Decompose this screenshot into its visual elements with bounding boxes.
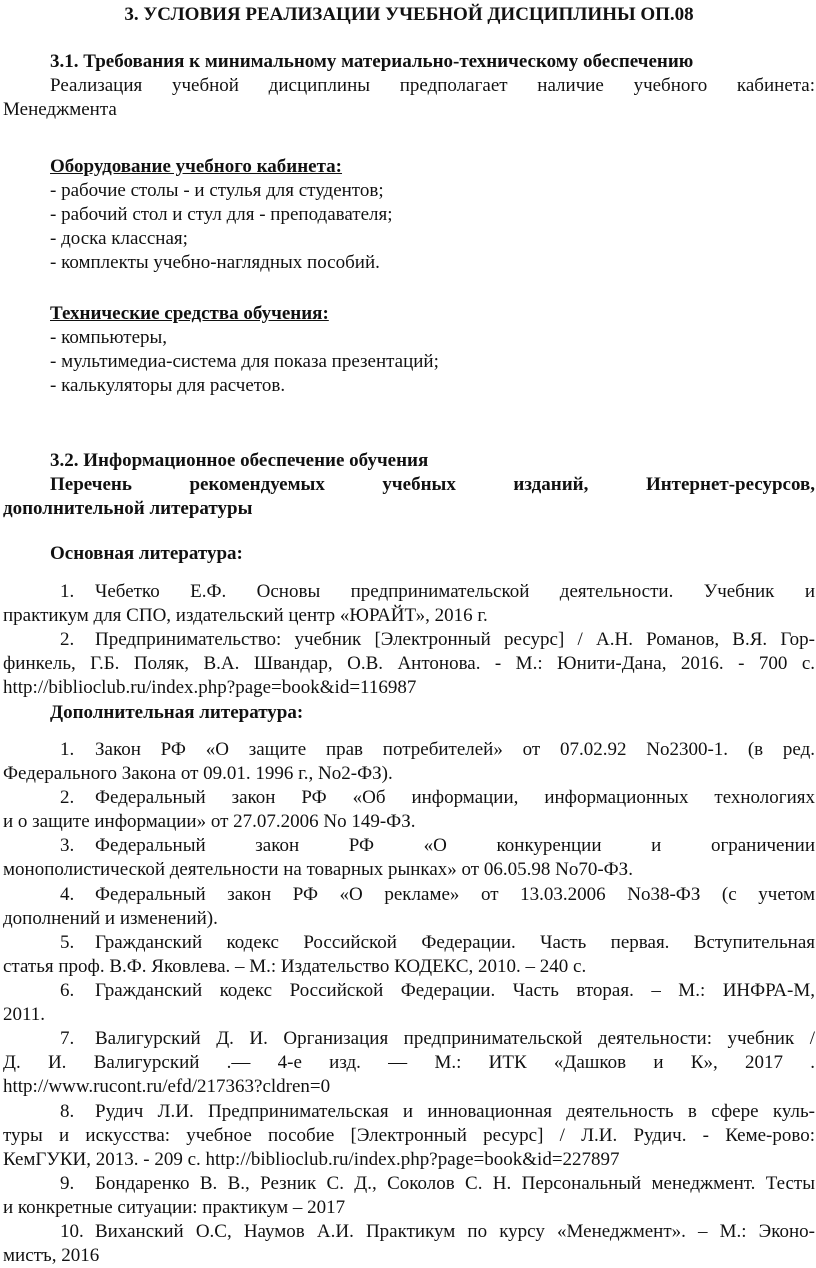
list-item xyxy=(3,931,815,979)
item-text-continued: туры и искусства: учебное пособие [Электронный ресурс] / Л.И. Рудич. - Кеме-рово: xyxy=(3,1125,815,1146)
item-text-continued: Д. И. Валигурский .— 4-е изд. — М.: ИТК «Дашков и К», 2017 . xyxy=(3,1052,815,1073)
section-1-heading: 3.1. Требования к минимальному материально-техническому обеспечению xyxy=(50,51,694,72)
list-item xyxy=(3,979,815,1027)
list-item xyxy=(3,1172,815,1220)
tech-item: - мультимедиа-система для показа презентаций; xyxy=(50,351,439,372)
item-text: Бондаренко В. В., Резник С. Д., Соколов С. Н. Персональный менеджмент. Тесты xyxy=(95,1173,815,1194)
tech-item: - калькуляторы для расчетов. xyxy=(50,375,286,396)
item-number: 6. xyxy=(60,980,75,1001)
item-text-continued: финкель, Г.Б. Поляк, В.А. Швандар, О.В. Антонова. - М.: Юнити-Дана, 2016. - 700 с. xyxy=(3,653,815,674)
list-item xyxy=(3,834,815,882)
list-item xyxy=(3,883,815,931)
item-text-continued: http://biblioclub.ru/index.php?page=book&id=116987 xyxy=(3,677,417,698)
item-text: Чебетко Е.Ф. Основы предпринимательской деятельности. Учебник и xyxy=(95,581,815,602)
section-2-subheading-line2: дополнительной литературы xyxy=(3,498,253,519)
item-text-continued: и о защите информации» от 27.07.2006 No 149-ФЗ. xyxy=(3,811,416,832)
list-item xyxy=(3,1220,815,1268)
list-item xyxy=(3,580,815,628)
item-text: Закон РФ «О защите прав потребителей» от 07.02.92 No2300-1. (в ред. xyxy=(95,739,815,760)
item-number: 4. xyxy=(60,884,75,905)
item-text-continued: практикум для СПО, издательский центр «ЮРАЙТ», 2016 г. xyxy=(3,605,488,626)
item-number: 9. xyxy=(60,1173,75,1194)
item-text: Федеральный закон РФ «Об информации, информационных технологиях xyxy=(95,787,815,808)
equipment-item: - комплекты учебно-наглядных пособий. xyxy=(50,252,380,273)
main-literature-heading: Основная литература: xyxy=(50,543,243,564)
equipment-item: - рабочий стол и стул для - преподавателя; xyxy=(50,204,393,225)
item-text-continued: мистъ, 2016 xyxy=(3,1245,100,1266)
item-text-continued: 2011. xyxy=(3,1004,46,1025)
item-number: 3. xyxy=(60,835,75,856)
item-number: 2. xyxy=(60,787,75,808)
equipment-item: - доска классная; xyxy=(50,228,188,249)
item-number: 8. xyxy=(60,1101,75,1122)
list-item xyxy=(3,1100,815,1172)
item-text-continued: и конкретные ситуации: практикум – 2017 xyxy=(3,1197,346,1218)
item-text: Валигурский Д. И. Организация предпринимательской деятельности: учебник / xyxy=(95,1028,815,1049)
item-text-continued: статья проф. В.Ф. Яковлева. – М.: Издательство КОДЕКС, 2010. – 240 с. xyxy=(3,956,587,977)
item-number: 5. xyxy=(60,932,75,953)
item-text-continued: дополнений и изменений). xyxy=(3,908,218,929)
list-item xyxy=(3,1027,815,1099)
tech-item: - компьютеры, xyxy=(50,327,168,348)
item-text: Федеральный закон РФ «О рекламе» от 13.03.2006 No38-ФЗ (с учетом xyxy=(95,884,815,905)
list-item xyxy=(3,628,815,700)
equipment-heading: Оборудование учебного кабинета: xyxy=(50,156,343,177)
item-number: 1. xyxy=(60,581,75,602)
section-1-text-line1: Реализация учебной дисциплины предполагает наличие учебного кабинета: xyxy=(50,75,815,96)
item-text: Гражданский кодекс Российской Федерации. Часть первая. Вступительная xyxy=(95,932,815,953)
item-text-continued: КемГУКИ, 2013. - 209 с. http://biblioclub.ru/index.php?page=book&id=227897 xyxy=(3,1149,620,1170)
item-text: Рудич Л.И. Предпринимательская и инновационная деятельность в сфере куль- xyxy=(95,1101,815,1122)
item-number: 2. xyxy=(60,629,75,650)
item-text-continued: http://www.rucont.ru/efd/217363?cldren=0 xyxy=(3,1076,331,1097)
section-1-text-line2: Менеджмента xyxy=(3,99,117,120)
item-number: 7. xyxy=(60,1028,75,1049)
additional-literature-heading: Дополнительная литература: xyxy=(50,702,304,723)
list-item xyxy=(3,786,815,834)
list-item xyxy=(3,738,815,786)
equipment-item: - рабочие столы - и стулья для студентов; xyxy=(50,180,384,201)
tech-heading: Технические средства обучения: xyxy=(50,303,329,324)
item-text: Гражданский кодекс Российской Федерации. Часть вторая. – М.: ИНФРА-М, xyxy=(95,980,815,1001)
section-2-heading: 3.2. Информационное обеспечение обучения xyxy=(50,450,429,471)
item-text: Виханский О.С, Наумов А.И. Практикум по курсу «Менеджмент». – М.: Эконо- xyxy=(95,1221,815,1242)
item-number: 10. xyxy=(60,1221,84,1242)
section-2-subheading-line1: Перечень рекомендуемых учебных изданий, Интернет-ресурсов, xyxy=(50,474,815,495)
item-text-continued: Федерального Закона от 09.01. 1996 г., No2-ФЗ). xyxy=(3,763,393,784)
item-number: 1. xyxy=(60,739,75,760)
item-text: Предпринимательство: учебник [Электронный ресурс] / А.Н. Романов, В.Я. Гор- xyxy=(95,629,815,650)
chapter-title: 3. УСЛОВИЯ РЕАЛИЗАЦИИ УЧЕБНОЙ ДИСЦИПЛИНЫ ОП.08 xyxy=(124,4,694,25)
item-text: Федеральный закон РФ «О конкуренции и ограничении xyxy=(95,835,815,856)
item-text-continued: монополистической деятельности на товарных рынках» от 06.05.98 No70-ФЗ. xyxy=(3,859,633,880)
